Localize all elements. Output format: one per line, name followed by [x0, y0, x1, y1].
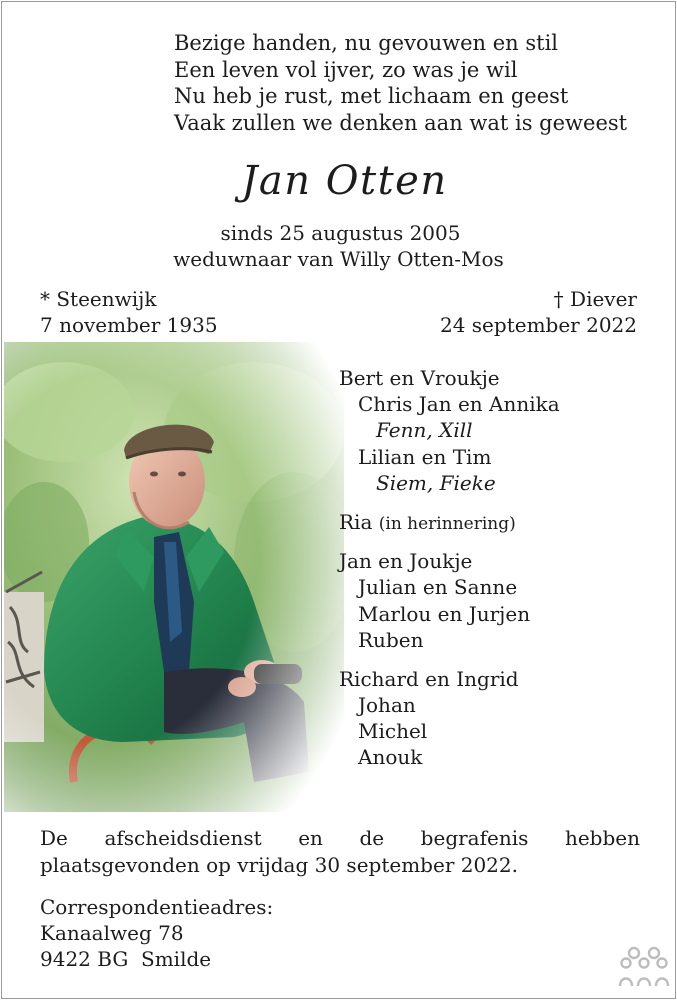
family-child: Anouk [358, 745, 423, 770]
death-date: 24 september 2022 [439, 313, 637, 337]
family-child: Michel [358, 719, 428, 744]
family-child: Chris Jan en Annika [358, 392, 560, 417]
in-memoriam-note: (in herinnering) [378, 513, 516, 534]
deceased-name: Jan Otten [241, 158, 448, 204]
death-info [440, 286, 637, 338]
family-couple: Bert en Vroukje [339, 366, 500, 390]
correspondence-address [40, 894, 273, 972]
service-line: plaatsgevonden op vrijdag 30 september 2022. [40, 852, 518, 877]
death-notice [1, 1, 676, 999]
poem-line: Een leven vol ijver, zo was je wil [174, 57, 518, 82]
family-grandchildren: Siem, Fieke [376, 470, 496, 495]
poem-line: Nu heb je rust, met lichaam en geest [174, 84, 569, 109]
family-grandchildren: Fenn, Xill [376, 418, 473, 443]
birth-place: * Steenwijk [40, 287, 157, 311]
address-label: Correspondentieadres: [40, 895, 274, 919]
poem [174, 30, 627, 137]
family-member-ria [339, 509, 560, 535]
family-child: Julian en Sanne [358, 575, 518, 600]
family-couple: Jan en Joukje [339, 549, 473, 574]
poem-line: Bezige handen, nu gevouwen en stil [174, 31, 559, 55]
death-place: † Diever [553, 287, 637, 311]
birth-date: 7 november 1935 [40, 313, 218, 337]
family-child: Marlou en Jurjen [358, 601, 531, 626]
portrait-photo [4, 342, 344, 812]
family-child: Lilian en Tim [358, 444, 492, 469]
people-group-icon [618, 944, 670, 988]
service-notice [40, 825, 640, 878]
family-child: Ruben [358, 627, 424, 652]
address-city: 9422 BG Smilde [40, 947, 212, 971]
family-couple: Richard en Ingrid [339, 666, 519, 691]
widower-of: weduwnaar van Willy Otten-Mos [173, 247, 504, 271]
poem-line: Vaak zullen we denken aan wat is geweest [174, 111, 628, 136]
family-list [339, 365, 560, 771]
family-child: Johan [358, 693, 416, 718]
since-date: sinds 25 augustus 2005 [220, 221, 461, 245]
family-name: Ria [339, 509, 373, 534]
address-street: Kanaalweg 78 [40, 921, 184, 945]
service-line: De afscheidsdienst en de begrafenis hebben [40, 826, 640, 850]
birth-info [40, 286, 218, 338]
